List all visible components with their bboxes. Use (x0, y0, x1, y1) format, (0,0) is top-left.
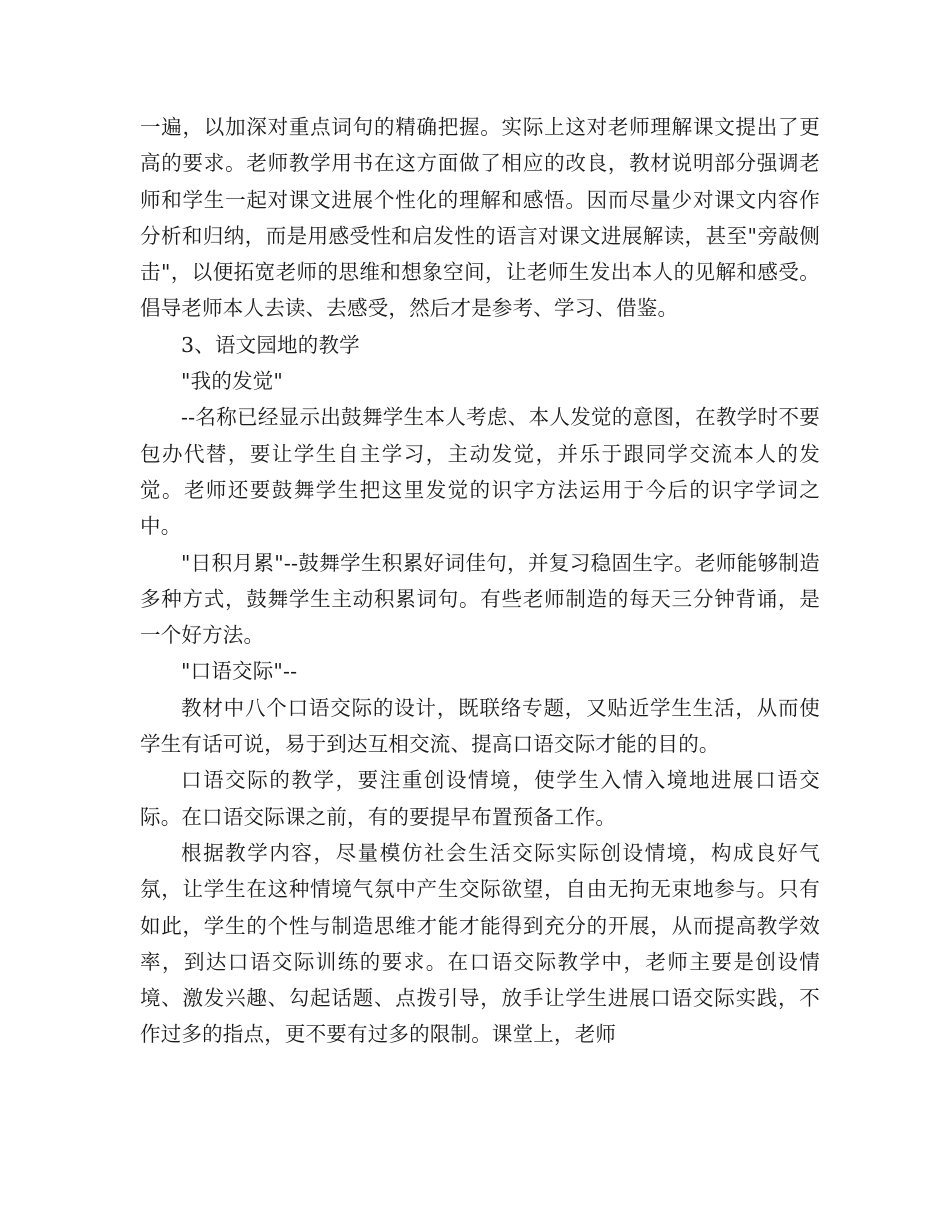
paragraph-daily-accumulation: "日积月累"--鼓舞学生积累好词佳句，并复习稳固生字。老师能够制造多种方式，鼓舞学生主动积累词句。有些老师制造的每天三分钟背诵，是一个好方法。 (140, 550, 820, 648)
paragraph-oral-context: 根据教学内容，尽量模仿社会生活交际实际创设情境，构成良好气氛，让学生在这种情境气氛中产生交际欲望，自由无拘无束地参与。只有如此，学生的个性与制造思维才能才能得到充分的开展，从而提高教学效率，到达口语交际训练的要求。在口语交际教学中，老师主要是创设情境、激发兴趣、勾起话题、点拨引导，放手让学生进展口语交际实践，不作过多的指点，更不要有过多的限制。课堂上，老师 (140, 840, 820, 1047)
document-body (140, 109, 820, 1053)
paragraph-oral-teaching: 口语交际的教学，要注重创设情境，使学生入情入境地进展口语交际。在口语交际课之前，有的要提早布置预备工作。 (140, 768, 820, 829)
section-heading: 3、语文园地的教学 (181, 332, 360, 357)
subheading-my-discovery: "我的发觉" (181, 369, 284, 394)
paragraph-oral-design: 教材中八个口语交际的设计，既联络专题，又贴近学生生活，从而使学生有话可说，易于到达互相交流、提高口语交际才能的目的。 (140, 695, 820, 757)
subheading-oral-communication: "口语交际"-- (181, 659, 298, 684)
paragraph-continuation: 一遍，以加深对重点词句的精确把握。实际上这对老师理解课文提出了更高的要求。老师教学用书在这方面做了相应的改良，教材说明部分强调老师和学生一起对课文进展个性化的理解和感悟。因而尽量少对课文内容作分析和归纳，而是用感受性和启发性的语言对课文进展解读，甚至"旁敲侧击"，以便拓宽老师的思维和想象空间，让老师生发出本人的见解和感受。倡导老师本人去读、去感受，然后才是参考、学习、借鉴。 (140, 115, 820, 321)
paragraph-discovery-description: --名称已经显示出鼓舞学生本人考虑、本人发觉的意图，在教学时不要包办代替，要让学生自主学习，主动发觉，并乐于跟同学交流本人的发觉。老师还要鼓舞学生把这里发觉的识字方法运用于今后的识字学词之中。 (140, 405, 820, 539)
